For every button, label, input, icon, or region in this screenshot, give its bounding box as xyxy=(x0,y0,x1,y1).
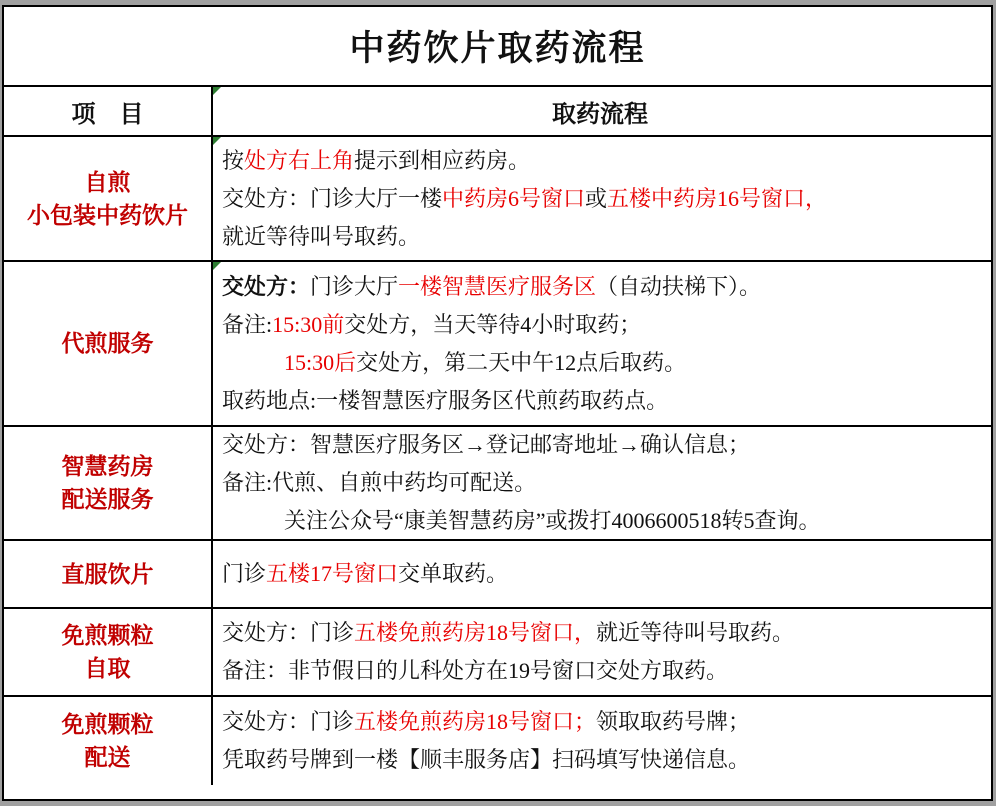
text-segment: 交处方：门诊大厅一楼 xyxy=(222,185,443,211)
row-label-line: 免煎颗粒 xyxy=(61,712,154,737)
row-label-cell xyxy=(4,697,213,785)
row-content-cell xyxy=(213,262,991,425)
row-label-line: 配送服务 xyxy=(61,487,154,512)
text-segment: 五楼免煎药房18号窗口， xyxy=(354,620,597,645)
table-row xyxy=(4,260,991,425)
row-label-line: 小包装中药饮片 xyxy=(27,202,188,228)
header-cell-item: 项 目 xyxy=(4,87,213,135)
text-segment: 交单取药。 xyxy=(398,561,509,586)
text-segment: 关注公众号“康美智慧药房”或拨打4006600518转5查询。 xyxy=(284,508,821,533)
content-line xyxy=(222,142,987,180)
text-segment: 提示到相应药房。 xyxy=(354,147,531,173)
table-row xyxy=(4,425,991,539)
text-segment: 交处方：门诊 xyxy=(222,620,355,645)
text-segment: 15:30后 xyxy=(284,349,357,375)
text-segment: 一楼智慧医疗服务区 xyxy=(398,273,597,299)
text-segment: 五楼免煎药房18号窗口； xyxy=(354,709,597,734)
table-row xyxy=(4,695,991,785)
row-label-line: 配送 xyxy=(84,745,131,770)
content-line xyxy=(222,426,987,464)
content-line xyxy=(222,464,987,502)
row-content-cell xyxy=(213,697,991,785)
text-segment: 中药房6号窗口 xyxy=(442,185,586,211)
row-content-cell xyxy=(213,137,991,260)
text-segment: 备注：非节假日的儿科处方在19号窗口交处方取药。 xyxy=(222,658,729,683)
text-segment: 处方右上角 xyxy=(244,147,355,173)
text-segment: 领取取药号牌； xyxy=(596,709,751,734)
text-segment: 交处方：门诊 xyxy=(222,709,355,734)
table-row xyxy=(4,539,991,607)
content-line xyxy=(222,344,987,382)
content-line xyxy=(222,652,987,690)
text-segment: 备注:代煎、自煎中药均可配送。 xyxy=(222,470,537,495)
content-line xyxy=(222,703,987,741)
text-segment: 就近等待叫号取药。 xyxy=(596,620,795,645)
header-cell-process xyxy=(213,87,991,135)
row-label-cell xyxy=(4,427,213,539)
content-line xyxy=(222,306,987,344)
text-segment: 取药地点:一楼智慧医疗服务区代煎药取药点。 xyxy=(222,387,669,413)
table-row xyxy=(4,135,991,260)
text-segment: 就近等待叫号取药。 xyxy=(222,223,421,249)
text-segment: 按 xyxy=(222,147,245,173)
text-segment: 备注: xyxy=(222,311,273,337)
green-corner-flag-icon xyxy=(213,87,221,95)
green-corner-flag-icon xyxy=(213,137,221,145)
content-line xyxy=(222,741,987,779)
notice-table xyxy=(2,5,993,801)
row-label-cell xyxy=(4,609,213,695)
text-segment: 五楼17号窗口 xyxy=(266,561,399,586)
header-cell-process-label: 取药流程 xyxy=(552,101,648,128)
text-segment: 门诊大厅 xyxy=(310,273,399,299)
row-label-cell xyxy=(4,137,213,260)
text-segment: 交处方，当天等待4小时取药； xyxy=(344,311,642,337)
text-segment: （自动扶梯下）。 xyxy=(596,273,762,299)
content-line xyxy=(222,268,987,306)
row-content-cell xyxy=(213,541,991,607)
text-segment: 交处方：智慧医疗服务区→登记邮寄地址→确认信息； xyxy=(222,432,751,457)
row-content-cell xyxy=(213,427,991,539)
text-segment: 五楼中药房16号窗口， xyxy=(607,185,828,211)
row-label-line: 自煎 xyxy=(84,169,131,195)
text-segment: 交处方，第二天中午12点后取药。 xyxy=(356,349,687,375)
text-segment: 15:30前 xyxy=(272,311,345,337)
content-line xyxy=(222,180,987,218)
table-header-row xyxy=(4,85,991,135)
content-line xyxy=(222,555,987,593)
text-segment: 或 xyxy=(585,185,608,211)
row-label-line: 免煎颗粒 xyxy=(61,623,154,648)
text-segment: 交处方： xyxy=(222,273,311,299)
row-label-line: 智慧药房 xyxy=(61,454,154,479)
table-row xyxy=(4,607,991,695)
text-segment: 门诊 xyxy=(222,561,267,586)
content-line xyxy=(222,218,987,256)
row-label-line: 代煎服务 xyxy=(61,331,154,356)
content-line xyxy=(222,502,987,540)
row-label-cell xyxy=(4,541,213,607)
text-segment: 凭取药号牌到一楼【顺丰服务店】扫码填写快递信息。 xyxy=(222,747,751,772)
row-content-cell xyxy=(213,609,991,695)
row-label-line: 自取 xyxy=(84,656,131,681)
row-label-line: 直服饮片 xyxy=(61,561,154,587)
content-line xyxy=(222,614,987,652)
page-title: 中药饮片取药流程 xyxy=(349,29,646,68)
content-line xyxy=(222,382,987,420)
row-label-cell xyxy=(4,262,213,425)
green-corner-flag-icon xyxy=(213,262,221,270)
